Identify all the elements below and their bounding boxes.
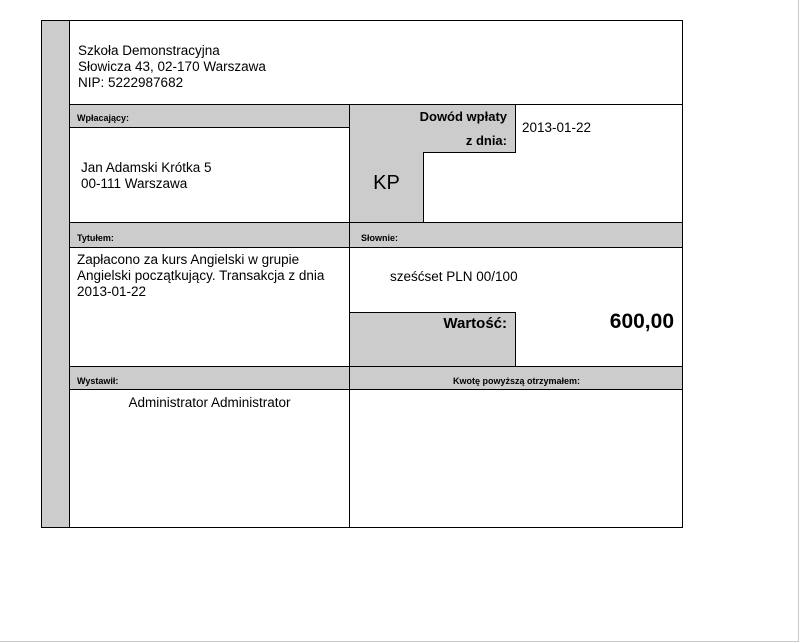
document-title-line2: z dnia: [465, 133, 507, 148]
title-label: Tytułem: [77, 233, 114, 243]
words-value: sześćset PLN 00/100 [390, 269, 518, 284]
payer-label: Wpłacający: [77, 113, 130, 123]
payer-line2: 00-111 Warszawa [81, 176, 188, 191]
document-title-line1: Dowód wpłaty [419, 109, 507, 124]
title-line1: Zapłacono za kurs Angielski w grupie [77, 252, 300, 267]
amount-value: 600,00 [609, 310, 674, 333]
issued-by-label: Wystawił: [77, 376, 119, 386]
title-line2: Angielski początkujący. Transakcja z dnia [77, 268, 325, 283]
received-label: Kwotę powyższą otrzymałem: [452, 376, 581, 386]
title-label-divider [349, 222, 350, 248]
received-box [349, 390, 682, 527]
issuer-address: Słowicza 43, 02-170 Warszawa [78, 59, 266, 74]
document-type: KP [373, 172, 400, 194]
issued-by-value: Administrator Administrator [128, 395, 291, 410]
issuer-name: Szkoła Demonstracyjna [78, 43, 220, 58]
amount-label: Wartość: [443, 315, 507, 332]
issuer-nip: NIP: 5222987682 [78, 75, 184, 90]
payer-line1: Jan Adamski Krótka 5 [81, 160, 212, 175]
document-date: 2013-01-22 [522, 120, 592, 135]
title-line3: 2013-01-22 [77, 284, 147, 299]
words-label: Słownie: [361, 233, 399, 243]
